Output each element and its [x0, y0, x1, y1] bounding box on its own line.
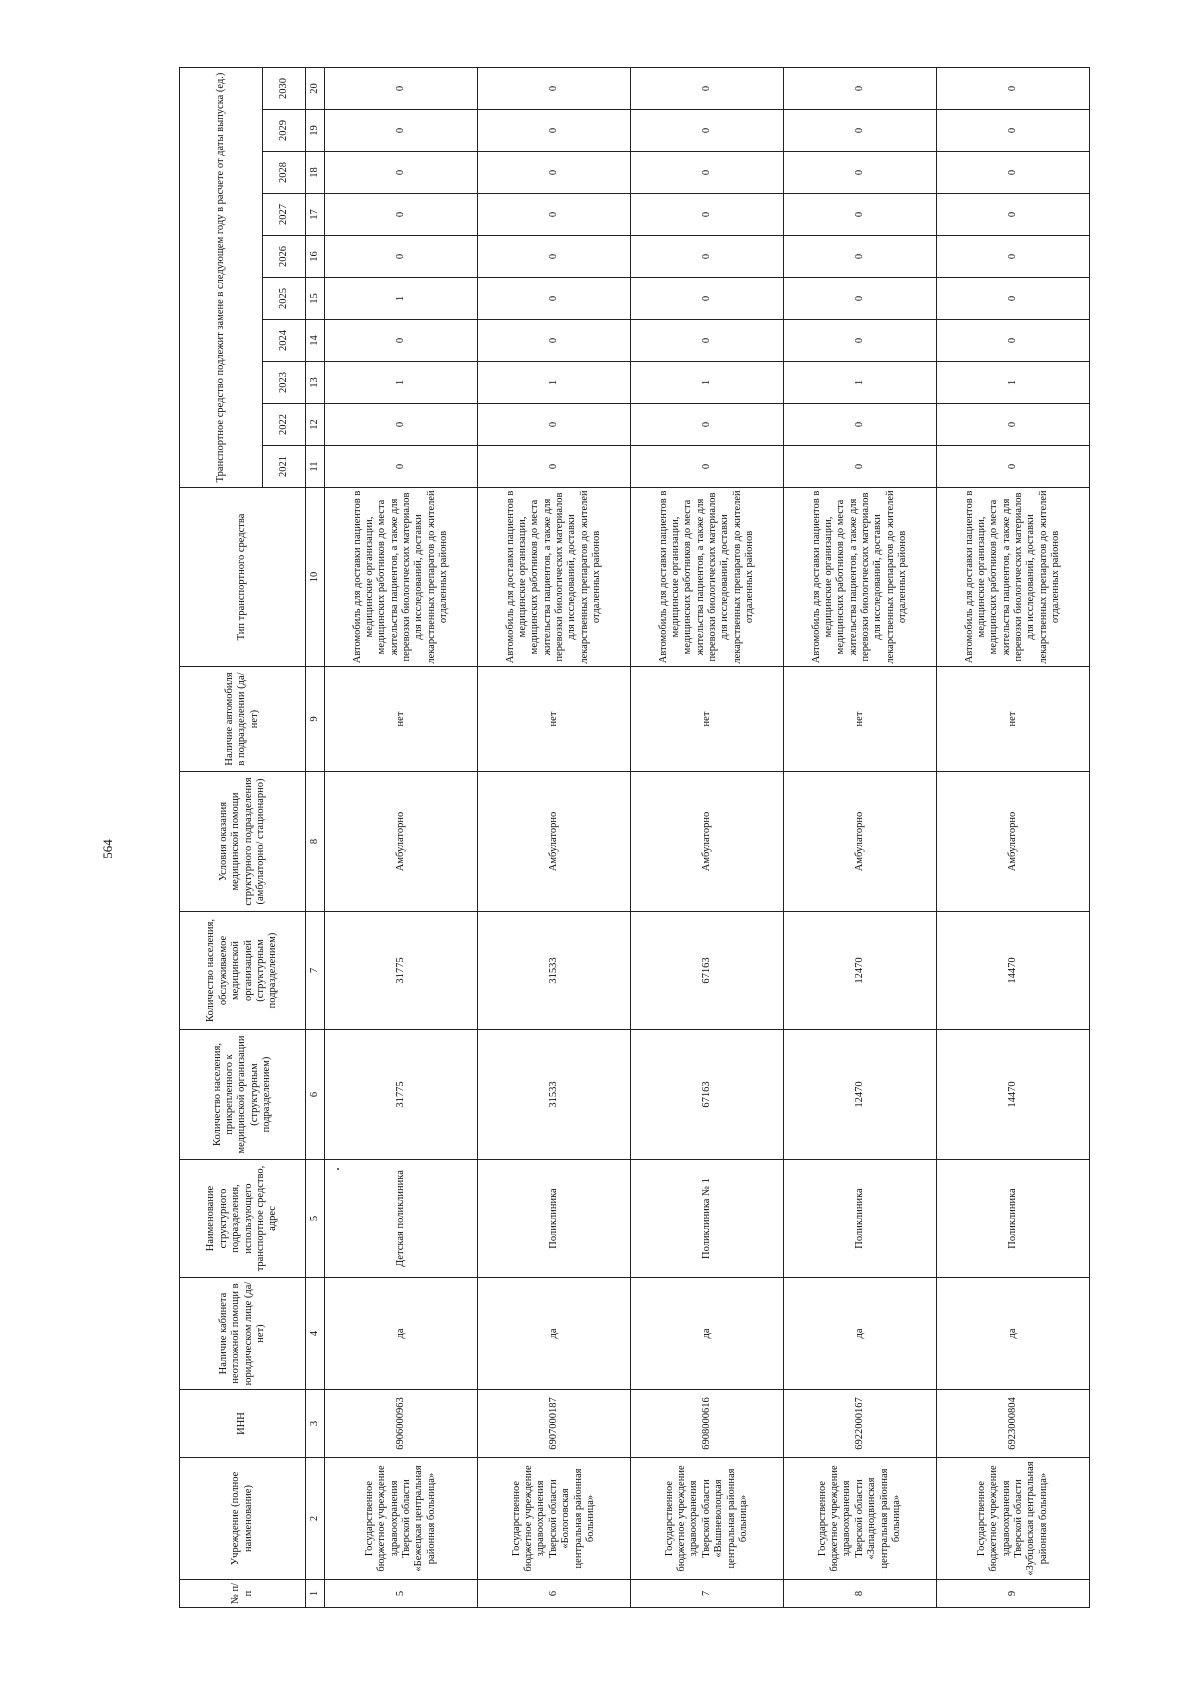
year-value: 0	[631, 110, 784, 152]
organization-name: Государственное бюджетное учреждение здравоохранения Тверской области «Бологовская центральная районная больница»	[478, 1458, 631, 1580]
served-population: 14470	[937, 912, 1090, 1030]
year-value: 1	[784, 362, 937, 404]
inn: 6923000804	[937, 1390, 1090, 1458]
rotated-table-container	[179, 68, 1079, 1608]
year-value: 1	[325, 278, 478, 320]
year-value: 0	[631, 320, 784, 362]
year-value: 0	[478, 278, 631, 320]
header-year: 2029	[263, 110, 306, 152]
row-number: 6	[478, 1580, 631, 1608]
column-number: 3	[306, 1390, 325, 1458]
vehicle-type: Автомобиль для доставки пациентов в медицинские организации, медицинских работников до места жительства пациентов, а также для перевозки биологических материалов для исследований, доставки лекарственных препаратов до жителей отдаленных районов	[478, 488, 631, 667]
served-population: 12470	[784, 912, 937, 1030]
cabinet-presence: да	[478, 1278, 631, 1390]
table-row	[631, 67, 784, 1607]
year-value: 0	[784, 446, 937, 488]
column-number: 14	[306, 320, 325, 362]
column-number: 1	[306, 1580, 325, 1608]
year-value: 0	[784, 110, 937, 152]
header-year: 2022	[263, 404, 306, 446]
cabinet-presence: да	[784, 1278, 937, 1390]
unit-name: Поликлиника	[784, 1160, 937, 1278]
header-unit: Наименование структурного подразделения, использующего транспортное средство, адрес	[180, 1160, 306, 1278]
year-value: 0	[784, 67, 937, 109]
year-value: 0	[784, 152, 937, 194]
served-population: 31775	[325, 912, 478, 1030]
year-value: 0	[937, 404, 1090, 446]
row-number: 8	[784, 1580, 937, 1608]
inn: 6908000616	[631, 1390, 784, 1458]
year-value: 1	[325, 362, 478, 404]
row-number: 7	[631, 1580, 784, 1608]
header-served: Количество населения, обслуживаемое медицинской организацией (структурным подразделением)	[180, 912, 306, 1030]
table-row	[784, 67, 937, 1607]
unit-name: Поликлиника	[937, 1160, 1090, 1278]
year-value: 0	[478, 194, 631, 236]
year-value: 0	[478, 236, 631, 278]
year-value: 1	[631, 362, 784, 404]
year-value: 0	[478, 404, 631, 446]
page-number: 564	[100, 839, 115, 859]
header-year: 2026	[263, 236, 306, 278]
header-organization: Учреждение (полное наименование)	[180, 1458, 306, 1580]
year-value: 0	[631, 446, 784, 488]
year-value: 0	[784, 236, 937, 278]
header-conditions: Условия оказания медицинской помощи структурного подразделения (амбулаторно/ стационарно)	[180, 772, 306, 912]
header-year: 2027	[263, 194, 306, 236]
year-value: 0	[325, 446, 478, 488]
header-has-car: Наличие автомобиля в подразделении (да/нет)	[180, 667, 306, 772]
car-presence: нет	[631, 667, 784, 772]
column-number: 7	[306, 912, 325, 1030]
column-number: 15	[306, 278, 325, 320]
header-year: 2023	[263, 362, 306, 404]
year-value: 0	[325, 194, 478, 236]
column-number: 20	[306, 67, 325, 109]
year-value: 0	[784, 278, 937, 320]
unit-name: Поликлиника № 1	[631, 1160, 784, 1278]
inn: 6906000963	[325, 1390, 478, 1458]
organization-name: Государственное бюджетное учреждение здравоохранения Тверской области «Бежецкая центральная районная больница»	[325, 1458, 478, 1580]
year-value: 0	[784, 320, 937, 362]
attached-population: 12470	[784, 1030, 937, 1160]
attached-population: 31533	[478, 1030, 631, 1160]
row-number: 9	[937, 1580, 1090, 1608]
year-value: 0	[631, 404, 784, 446]
year-value: 0	[478, 152, 631, 194]
year-value: 0	[478, 67, 631, 109]
year-value: 0	[937, 152, 1090, 194]
column-number: 16	[306, 236, 325, 278]
care-conditions: Амбулаторно	[784, 772, 937, 912]
organization-name: Государственное бюджетное учреждение здравоохранения Тверской области «Вышневолоцкая центральная районная больница»	[631, 1458, 784, 1580]
header-inn: ИНН	[180, 1390, 306, 1458]
vehicle-type: Автомобиль для доставки пациентов в медицинские организации, медицинских работников до места жительства пациентов, а также для перевозки биологических материалов для исследований, доставки лекарственных препаратов до жителей отдаленных районов	[937, 488, 1090, 667]
year-value: 0	[631, 194, 784, 236]
year-value: 0	[937, 446, 1090, 488]
cabinet-presence: да	[325, 1278, 478, 1390]
year-value: 0	[784, 404, 937, 446]
column-number: 4	[306, 1278, 325, 1390]
year-value: 0	[325, 67, 478, 109]
year-value: 0	[325, 404, 478, 446]
column-number: 9	[306, 667, 325, 772]
column-number: 8	[306, 772, 325, 912]
organization-name: Государственное бюджетное учреждение здравоохранения Тверской области «Зубцовская центральная районная больница»	[937, 1458, 1090, 1580]
car-presence: нет	[784, 667, 937, 772]
unit-name: Детская поликлиника	[325, 1160, 478, 1278]
column-number: 18	[306, 152, 325, 194]
care-conditions: Амбулаторно	[478, 772, 631, 912]
header-cabinet: Наличие кабинета неотложной помощи в юридическом лице (да/нет)	[180, 1278, 306, 1390]
header-year: 2028	[263, 152, 306, 194]
cabinet-presence: да	[937, 1278, 1090, 1390]
attached-population: 31775	[325, 1030, 478, 1160]
vehicle-type: Автомобиль для доставки пациентов в медицинские организации, медицинских работников до места жительства пациентов, а также для перевозки биологических материалов для исследований, доставки лекарственных препаратов до жителей отдаленных районов	[784, 488, 937, 667]
year-value: 0	[478, 446, 631, 488]
car-presence: нет	[478, 667, 631, 772]
year-value: 0	[631, 278, 784, 320]
vehicle-type: Автомобиль для доставки пациентов в медицинские организации, медицинских работников до места жительства пациентов, а также для перевозки биологических материалов для исследований, доставки лекарственных препаратов до жителей отдаленных районов	[631, 488, 784, 667]
year-value: 0	[937, 278, 1090, 320]
care-conditions: Амбулаторно	[937, 772, 1090, 912]
header-attached: Количество населения, прикрепленного к медицинской организации (структурным подразделением)	[180, 1030, 306, 1160]
header-replacement: Транспортное средство подлежит замене в следующем году в расчете от даты выпуска (ед.)	[180, 67, 263, 487]
year-value: 0	[478, 320, 631, 362]
year-value: 0	[325, 110, 478, 152]
year-value: 0	[631, 236, 784, 278]
table-row	[478, 67, 631, 1607]
attached-population: 14470	[937, 1030, 1090, 1160]
attached-population: 67163	[631, 1030, 784, 1160]
organization-name: Государственное бюджетное учреждение здравоохранения Тверской области «Западнодвинская центральная районная больница»	[784, 1458, 937, 1580]
vehicle-replacement-table	[179, 67, 1090, 1608]
column-number-row	[306, 67, 325, 1607]
table-row	[325, 67, 478, 1607]
served-population: 31533	[478, 912, 631, 1030]
year-value: 1	[937, 362, 1090, 404]
unit-name: Поликлиника	[478, 1160, 631, 1278]
header-vehicle-type: Тип транспортного средства	[180, 488, 306, 667]
year-value: 0	[325, 152, 478, 194]
inn: 6922000167	[784, 1390, 937, 1458]
column-number: 10	[306, 488, 325, 667]
year-value: 0	[325, 320, 478, 362]
header-year: 2030	[263, 67, 306, 109]
column-number: 19	[306, 110, 325, 152]
year-value: 0	[478, 110, 631, 152]
year-value: 0	[937, 236, 1090, 278]
header-year: 2021	[263, 446, 306, 488]
year-value: 0	[631, 152, 784, 194]
column-number: 17	[306, 194, 325, 236]
year-value: 0	[937, 194, 1090, 236]
year-value: 0	[631, 67, 784, 109]
car-presence: нет	[325, 667, 478, 772]
care-conditions: Амбулаторно	[325, 772, 478, 912]
column-number: 12	[306, 404, 325, 446]
year-value: 0	[937, 67, 1090, 109]
year-value: 1	[478, 362, 631, 404]
vehicle-type: Автомобиль для доставки пациентов в медицинские организации, медицинских работников до места жительства пациентов, а также для перевозки биологических материалов для исследований, доставки лекарственных препаратов до жителей отдаленных районов	[325, 488, 478, 667]
table-row	[937, 67, 1090, 1607]
year-value: 0	[937, 110, 1090, 152]
column-number: 6	[306, 1030, 325, 1160]
header-number: № п/п	[180, 1580, 306, 1608]
car-presence: нет	[937, 667, 1090, 772]
header-year: 2024	[263, 320, 306, 362]
column-number: 5	[306, 1160, 325, 1278]
year-value: 0	[325, 236, 478, 278]
year-value: 0	[937, 320, 1090, 362]
year-value: 0	[784, 194, 937, 236]
row-number: 5	[325, 1580, 478, 1608]
served-population: 67163	[631, 912, 784, 1030]
care-conditions: Амбулаторно	[631, 772, 784, 912]
inn: 6907000187	[478, 1390, 631, 1458]
column-number: 13	[306, 362, 325, 404]
column-number: 2	[306, 1458, 325, 1580]
cabinet-presence: да	[631, 1278, 784, 1390]
column-number: 11	[306, 446, 325, 488]
header-year: 2025	[263, 278, 306, 320]
